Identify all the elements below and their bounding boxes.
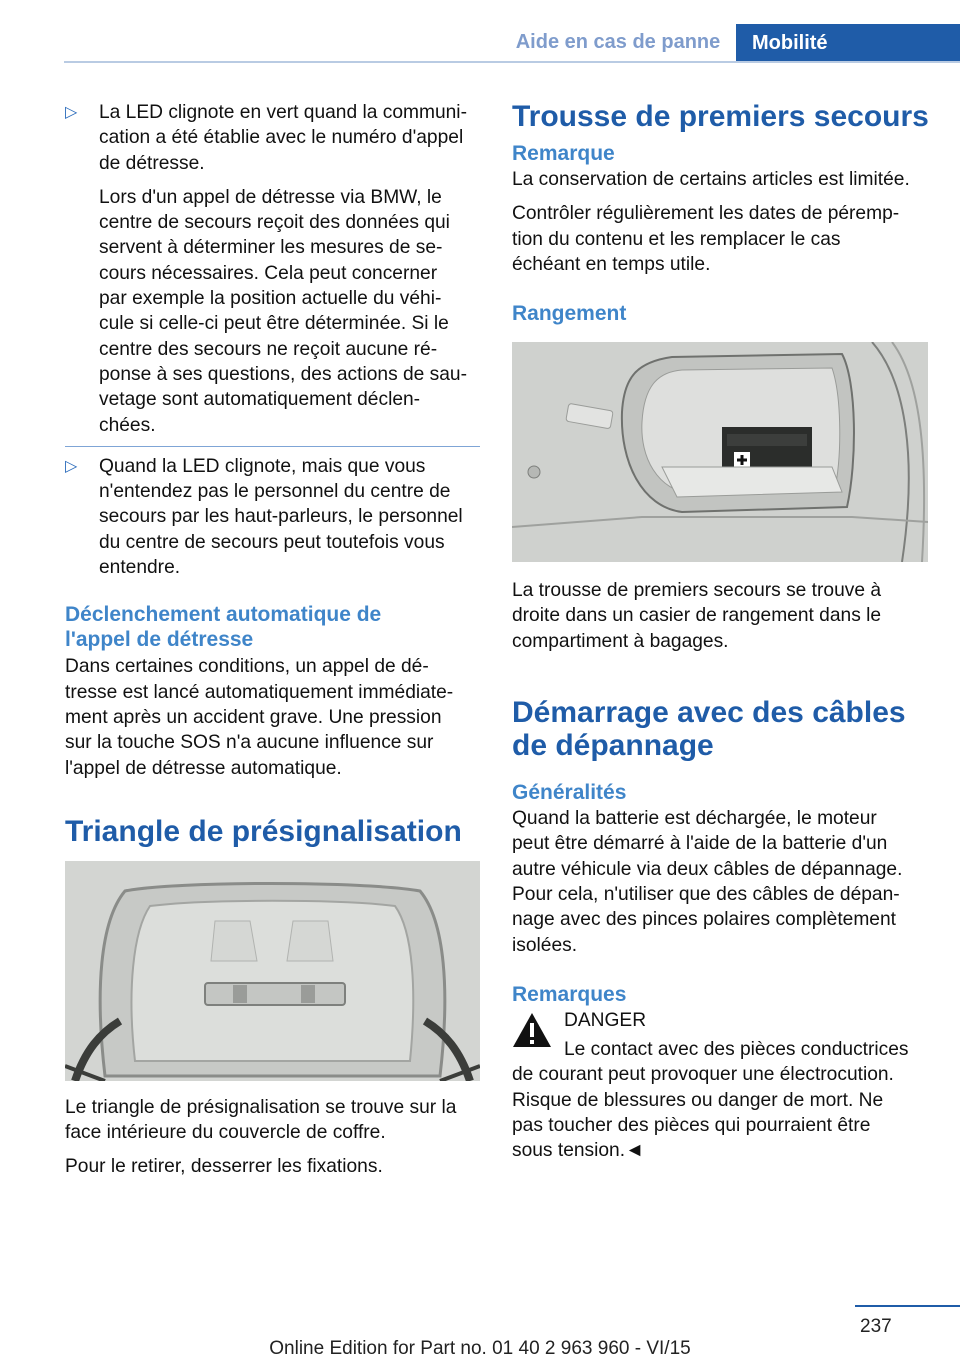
- text-line: vetage sont automatiquement déclen-: [99, 389, 421, 411]
- heading-line: de dépannage: [512, 729, 714, 763]
- bullet-item: [65, 454, 480, 580]
- storage-compartment-figure: [512, 342, 928, 562]
- right-column: [512, 100, 930, 1164]
- bullet-divider: [65, 446, 480, 447]
- text-line: l'appel de détresse automatique.: [65, 757, 342, 779]
- text-line: du centre de secours peut toutefois vous: [99, 531, 445, 553]
- header-tab-chapter: Mobilité: [736, 24, 960, 63]
- text-line: Pour cela, n'utiliser que des câbles de dépan-: [512, 883, 900, 905]
- remarks-heading: Remarques: [512, 982, 627, 1006]
- left-column: [65, 100, 480, 1180]
- text-line: servent à déterminer les mesures de se-: [99, 237, 443, 259]
- header-tab-section: Aide en cas de panne: [515, 31, 721, 53]
- text-line: ponse à ses questions, des actions de sau-: [99, 363, 467, 385]
- auto-call-heading: [65, 602, 480, 652]
- text-line: tresse est lancé automatiquement immédiate-: [65, 681, 454, 703]
- triangle-caption: [65, 1095, 480, 1146]
- text-line: entendre.: [99, 557, 181, 579]
- text-line: secours par les haut-parleurs, le personnel: [99, 506, 463, 528]
- page-number: 237: [860, 1316, 892, 1337]
- text-line: sous tension.◄: [512, 1140, 645, 1162]
- bullet-subparagraph: [65, 185, 480, 438]
- header-rule: [64, 61, 960, 63]
- text-line: Risque de blessures ou danger de mort. Ne: [512, 1089, 884, 1111]
- text-line: autre véhicule via deux câbles de dépannage.: [512, 858, 903, 880]
- trunk-lid-figure: [65, 861, 480, 1081]
- storage-caption: [512, 578, 930, 654]
- bullet-text: de détresse.: [99, 152, 205, 174]
- text-line: isolées.: [512, 934, 578, 956]
- text-line: droite dans un casier de rangement dans le: [512, 605, 882, 627]
- bullet-text: cation a été établie avec le numéro d'appel: [99, 127, 464, 149]
- danger-label: DANGER: [564, 1009, 647, 1031]
- text-line: peut être démarré à l'aide de la batterie d'un: [512, 833, 888, 855]
- bullet-text: La LED clignote en vert quand la communi-: [99, 102, 467, 123]
- general-text: [512, 806, 930, 958]
- remark-heading: Remarque: [512, 142, 615, 165]
- text-line: compartiment à bagages.: [512, 630, 729, 652]
- text-line: chées.: [99, 414, 156, 436]
- triangle-bullet-icon: ▷: [65, 104, 78, 121]
- danger-warning: [512, 1008, 930, 1063]
- heading-line: Déclenchement automatique de: [65, 603, 382, 627]
- text-line: Quand la LED clignote, mais que vous: [99, 455, 426, 477]
- warning-triangle-icon: [512, 1012, 552, 1048]
- triangle-remove-text: Pour le retirer, desserrer les fixations.: [65, 1156, 383, 1178]
- heading-line: Démarrage avec des câbles: [512, 696, 906, 730]
- text-line: Contrôler régulièrement les dates de péremp-: [512, 203, 900, 225]
- text-line: ment après un accident grave. Une pression: [65, 706, 442, 728]
- text-line: sur la touche SOS n'a aucune influence sur: [65, 732, 434, 754]
- text-line: cours nécessaires. Cela peut concerner: [99, 262, 438, 284]
- first-aid-kit-heading: Trousse de premiers secours: [512, 100, 929, 133]
- text-line: de courant peut provoquer une électrocution.: [512, 1064, 894, 1086]
- text-line: Lors d'un appel de détresse via BMW, le: [99, 186, 442, 208]
- triangle-bullet-icon: ▷: [65, 457, 78, 475]
- storage-heading: Rangement: [512, 302, 627, 326]
- text-line: centre de secours reçoit des données qui: [99, 212, 450, 234]
- triangle-heading: Triangle de présignalisation: [65, 814, 462, 848]
- text-line: cule si celle-ci peut être déterminée. Si le: [99, 313, 449, 335]
- text-line: face intérieure du couvercle de coffre.: [65, 1122, 386, 1144]
- text-line: La trousse de premiers secours se trouve à: [512, 580, 882, 602]
- heading-line: l'appel de détresse: [65, 628, 254, 652]
- text-line: par exemple la position actuelle du véhi-: [99, 288, 442, 310]
- remark-text-2: [512, 201, 930, 277]
- text-line: tion du contenu et les remplacer le cas: [512, 228, 841, 250]
- text-line: Dans certaines conditions, un appel de dé-: [65, 656, 429, 678]
- jump-start-heading: [512, 696, 930, 762]
- text-line: Le contact avec des pièces conductrices: [564, 1039, 909, 1061]
- text-line: pas toucher des pièces qui pourraient être: [512, 1115, 871, 1137]
- text-line: centre des secours ne reçoit aucune ré-: [99, 338, 438, 360]
- auto-call-text: [65, 654, 480, 780]
- footer-rule: [855, 1305, 960, 1307]
- remark-text: La conservation de certains articles est limitée.: [512, 169, 910, 190]
- bullet-item: [65, 100, 480, 176]
- text-line: n'entendez pas le personnel du centre de: [99, 481, 451, 503]
- danger-text: [512, 1062, 930, 1163]
- text-line: échéant en temps utile.: [512, 253, 711, 275]
- text-line: nage avec des pinces polaires complètement: [512, 909, 896, 931]
- footer-edition: Online Edition for Part no. 01 40 2 963 960 - VI/15: [269, 1338, 691, 1359]
- general-heading: Généralités: [512, 781, 627, 805]
- text-line: Le triangle de présignalisation se trouve sur la: [65, 1096, 457, 1118]
- text-line: Quand la batterie est déchargée, le moteur: [512, 808, 877, 830]
